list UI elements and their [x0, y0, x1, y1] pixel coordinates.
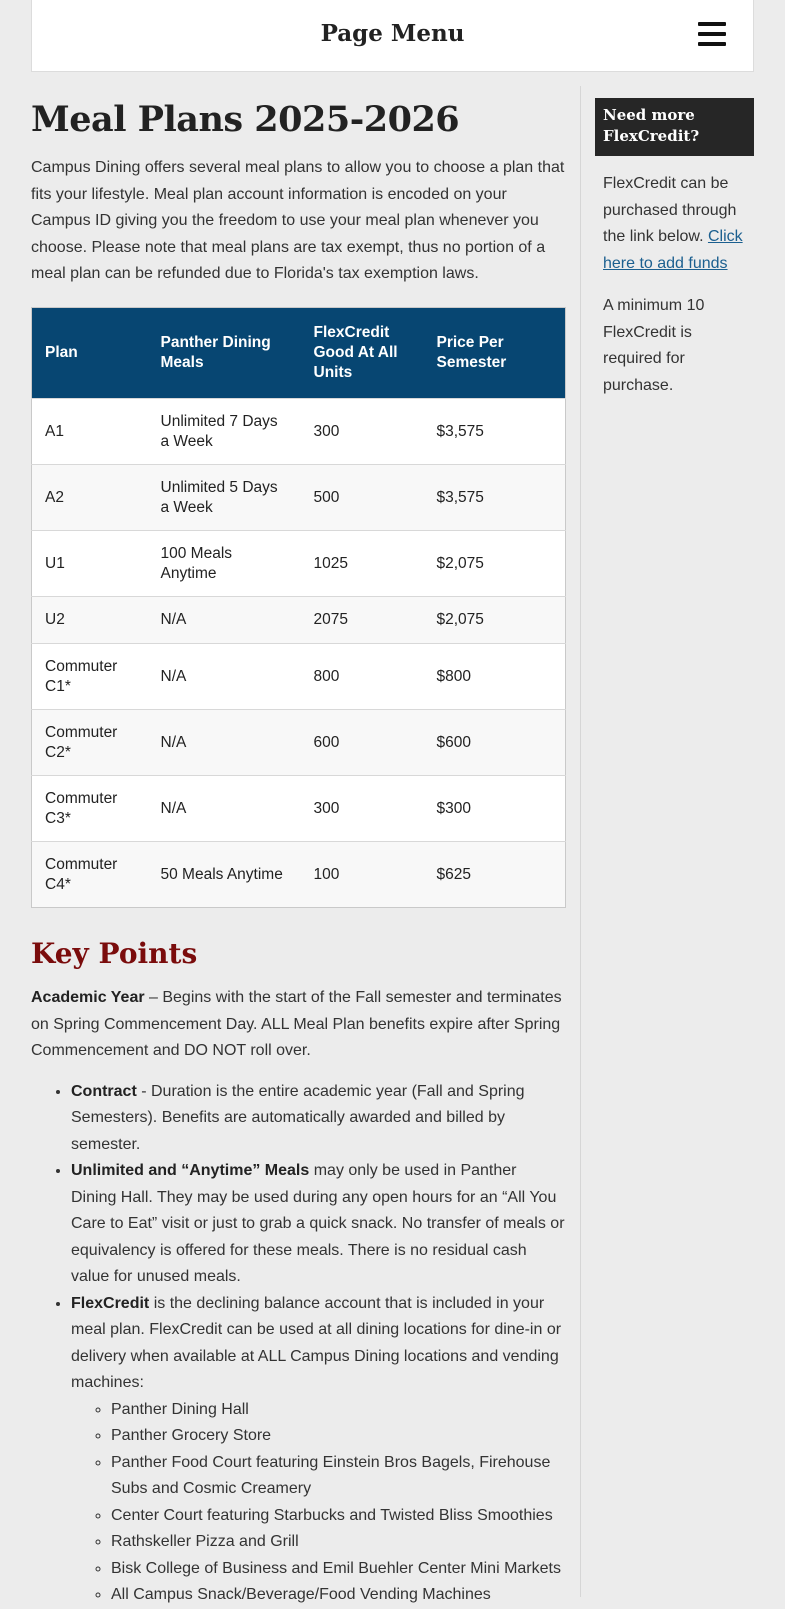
- table-row: [32, 842, 566, 908]
- table-row: [32, 710, 566, 776]
- cell-price: $2,075: [424, 597, 566, 644]
- header-flexcredit-text: FlexCredit Good At All Units: [313, 324, 398, 381]
- table-row: [32, 776, 566, 842]
- cell-price: $3,575: [424, 465, 566, 531]
- list-item: [71, 1291, 566, 1609]
- sidebar-title: Need more FlexCredit?: [595, 98, 754, 156]
- list-item: [71, 1158, 566, 1291]
- cell-meals: N/A: [148, 644, 301, 710]
- cell-meals: Unlimited 5 Days a Week: [148, 465, 301, 531]
- intro-paragraph: Campus Dining offers several meal plans to allow you to choose a plan that fits your lifestyle. Meal plan account information is encoded on your Campus ID giving you the freedom to use your meal plan whenever you choose. Please note that meal plans are tax exempt, thus no portion of a meal plan can be refunded due to Florida's tax exemption laws.: [31, 159, 565, 282]
- cell-plan-text: Commuter C3*: [45, 789, 118, 827]
- unlimited-meals-label: Unlimited and “Anytime” Meals: [71, 1162, 310, 1179]
- hamburger-line: [698, 22, 726, 26]
- academic-year-text: – Begins with the start of the Fall semester and terminates on Spring Commencement Day. ALL Meal Plan benefits expire after Spring Commencement and DO NOT roll over.: [31, 989, 562, 1059]
- cell-plan: U1: [32, 531, 148, 597]
- hamburger-line: [698, 42, 726, 46]
- page-menu-bar: [31, 0, 754, 72]
- table-row: [32, 644, 566, 710]
- location-item: ◦ Bisk College of Business and Emil Buehler Center Mini Markets: [111, 1556, 566, 1583]
- academic-year-label: Academic Year: [31, 989, 145, 1006]
- cell-plan: A1: [32, 399, 148, 465]
- cell-meals: N/A: [148, 776, 301, 842]
- cell-meals: N/A: [148, 710, 301, 776]
- cell-meals: [148, 531, 301, 597]
- header-panther-dining-meals: Panther Dining Meals: [160, 334, 271, 371]
- sidebar-purchase-copy: FlexCredit can be purchased through the link below.: [603, 175, 737, 245]
- meal-plans-table: [31, 307, 566, 908]
- table-header-row: [32, 308, 566, 399]
- cell-plan-text: Commuter C2*: [45, 723, 118, 761]
- list-item: [71, 1079, 566, 1159]
- cell-flexcredit: 300: [301, 399, 424, 465]
- cell-meals: Unlimited 7 Days a Week: [148, 399, 301, 465]
- location-item: ◦ Panther Dining Hall: [111, 1397, 566, 1424]
- location-item: ◦ Panther Grocery Store: [111, 1423, 566, 1450]
- cell-price: $2,075: [424, 531, 566, 597]
- contract-label: Contract: [71, 1082, 137, 1100]
- cell-flexcredit: 1025: [301, 531, 424, 597]
- table-row: [32, 597, 566, 644]
- header-plan: Plan: [45, 344, 78, 361]
- cell-plan: [32, 776, 148, 842]
- unlimited-meals-text: may only be used in Panther Dining Hall. They may be used during any open hours for an “All You Care to Eat” visit or just to grab a quick snack. No transfer of meals or equivalency is offered for these meals. There is no residual cash value for unused meals.: [71, 1162, 565, 1285]
- cell-flexcredit: 2075: [301, 597, 424, 644]
- cell-flexcredit: 600: [301, 710, 424, 776]
- table-row: [32, 465, 566, 531]
- cell-plan: [32, 644, 148, 710]
- cell-price: $300: [424, 776, 566, 842]
- key-points-list: [31, 1079, 566, 1609]
- cell-plan: [32, 710, 148, 776]
- cell-meals: N/A: [148, 597, 301, 644]
- cell-flexcredit: 500: [301, 465, 424, 531]
- page-menu-title[interactable]: Page Menu: [320, 20, 465, 47]
- cell-meals: 50 Meals Anytime: [148, 842, 301, 908]
- header-price-per-semester: [424, 308, 566, 399]
- cell-plan-text: Commuter C4*: [45, 855, 118, 893]
- cell-flexcredit: 800: [301, 644, 424, 710]
- cell-plan: U2: [32, 597, 148, 644]
- sidebar-purchase-text: [595, 171, 754, 277]
- flexcredit-text: is the declining balance account that is included in your meal plan. FlexCredit can be used at all dining locations for dine-in or delivery when available at ALL Campus Dining locations and vending machines:: [71, 1294, 562, 1391]
- key-points-section: [31, 936, 566, 1609]
- contract-text: - Duration is the entire academic year (Fall and Spring Semesters). Benefits are automatically awarded and billed by semester.: [71, 1082, 525, 1153]
- cell-plan: A2: [32, 465, 148, 531]
- column-divider: [580, 86, 581, 1597]
- cell-price: $3,575: [424, 399, 566, 465]
- hamburger-line: [698, 32, 726, 36]
- table-row: [32, 531, 566, 597]
- header-flexcredit: [301, 308, 424, 399]
- main-content: [31, 98, 566, 1603]
- header-price-text: Price Per Semester: [436, 334, 507, 371]
- dining-locations-list: [71, 1397, 566, 1609]
- academic-year-paragraph: [31, 985, 566, 1065]
- location-item: ◦ Panther Food Court featuring Einstein Bros Bagels, Firehouse Subs and Cosmic Creamery: [111, 1450, 566, 1503]
- cell-meals-text: 100 Meals Anytime: [160, 544, 233, 582]
- cell-flexcredit: 300: [301, 776, 424, 842]
- table-row: [32, 399, 566, 465]
- sidebar-minimum-text: A minimum 10 FlexCredit is required for purchase.: [603, 297, 705, 394]
- add-funds-link[interactable]: Click here to add funds: [603, 228, 743, 272]
- sidebar: [595, 98, 754, 399]
- location-item: ◦ Center Court featuring Starbucks and Twisted Bliss Smoothies: [111, 1503, 566, 1530]
- cell-price: $600: [424, 710, 566, 776]
- location-item: ◦ All Campus Snack/Beverage/Food Vending Machines: [111, 1582, 566, 1609]
- cell-price: $800: [424, 644, 566, 710]
- cell-plan: [32, 842, 148, 908]
- flexcredit-label: FlexCredit: [71, 1294, 150, 1312]
- location-item: ◦ Rathskeller Pizza and Grill: [111, 1529, 566, 1556]
- cell-price: $625: [424, 842, 566, 908]
- key-points-title: Key Points: [31, 937, 198, 970]
- page-title: Meal Plans 2025-2026: [31, 99, 460, 140]
- cell-plan-text: Commuter C1*: [45, 657, 118, 695]
- hamburger-menu-icon[interactable]: [698, 22, 726, 46]
- cell-flexcredit: 100: [301, 842, 424, 908]
